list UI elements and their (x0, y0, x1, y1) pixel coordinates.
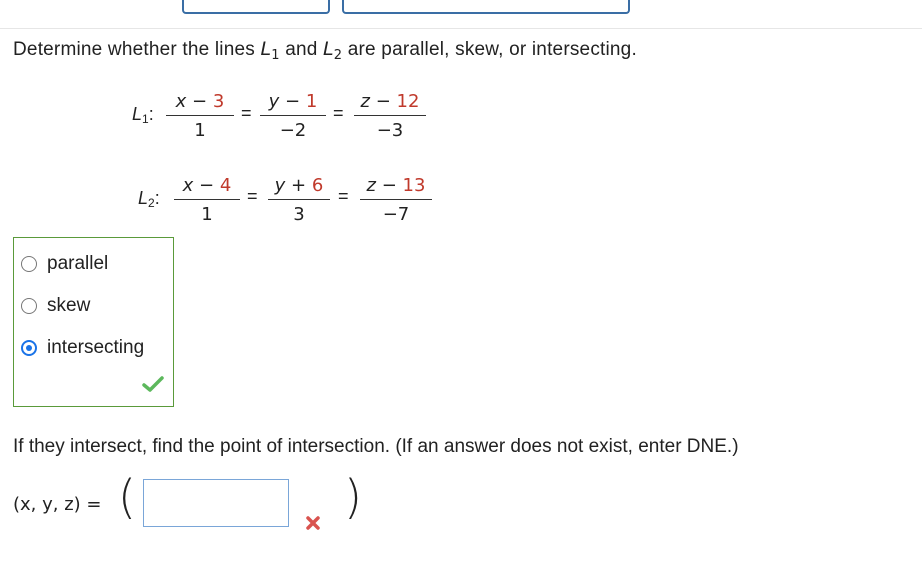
l1-label: $L_1$: (132, 104, 154, 126)
equals-sign: = (338, 186, 349, 206)
l1-y-fraction: y − 1 −2 (260, 91, 326, 141)
l2-z-fraction: z − 13 −7 (360, 175, 432, 225)
question-text-part: and (279, 39, 323, 60)
question2-text: If they intersect, find the point of intersection. (If an answer does not exist, enter DNE.) (13, 436, 739, 457)
point-label: (x, y, z) = (13, 494, 102, 515)
question-text-part: Determine whether the lines (13, 39, 261, 60)
choice-parallel[interactable] (21, 252, 108, 276)
equals-sign: = (241, 103, 252, 123)
l1-x-fraction: x − 3 1 (166, 91, 234, 141)
radio-skew[interactable] (21, 298, 37, 314)
open-paren: ( (118, 470, 136, 524)
question-text-part: are parallel, skew, or intersecting. (342, 39, 637, 60)
radio-parallel[interactable] (21, 256, 37, 272)
intersection-point-input[interactable] (143, 479, 289, 527)
choice-label: parallel (47, 253, 109, 274)
checkmark-icon (142, 376, 164, 392)
radio-intersecting[interactable] (21, 340, 37, 356)
incorrect-x-icon (306, 516, 320, 530)
l2-label: $L_2$: (138, 188, 160, 210)
divider (0, 28, 922, 29)
equals-sign: = (247, 186, 258, 206)
l2-y-fraction: y + 6 3 (268, 175, 330, 225)
close-paren: ) (344, 470, 362, 524)
l1-z-fraction: z − 12 −3 (354, 91, 426, 141)
choice-intersecting[interactable] (21, 336, 144, 360)
prev-answer-box-2[interactable] (342, 0, 630, 14)
choice-label: skew (47, 295, 91, 316)
line-label-l1: $L_1$ (260, 38, 280, 63)
prev-answer-box-1[interactable] (182, 0, 330, 14)
choice-skew[interactable] (21, 294, 90, 318)
choice-group (13, 237, 174, 407)
question-text (13, 38, 637, 63)
choice-label: intersecting (47, 337, 145, 358)
equals-sign: = (333, 103, 344, 123)
l2-x-fraction: x − 4 1 (174, 175, 240, 225)
line-label-l2: $L_2$ (323, 38, 343, 63)
